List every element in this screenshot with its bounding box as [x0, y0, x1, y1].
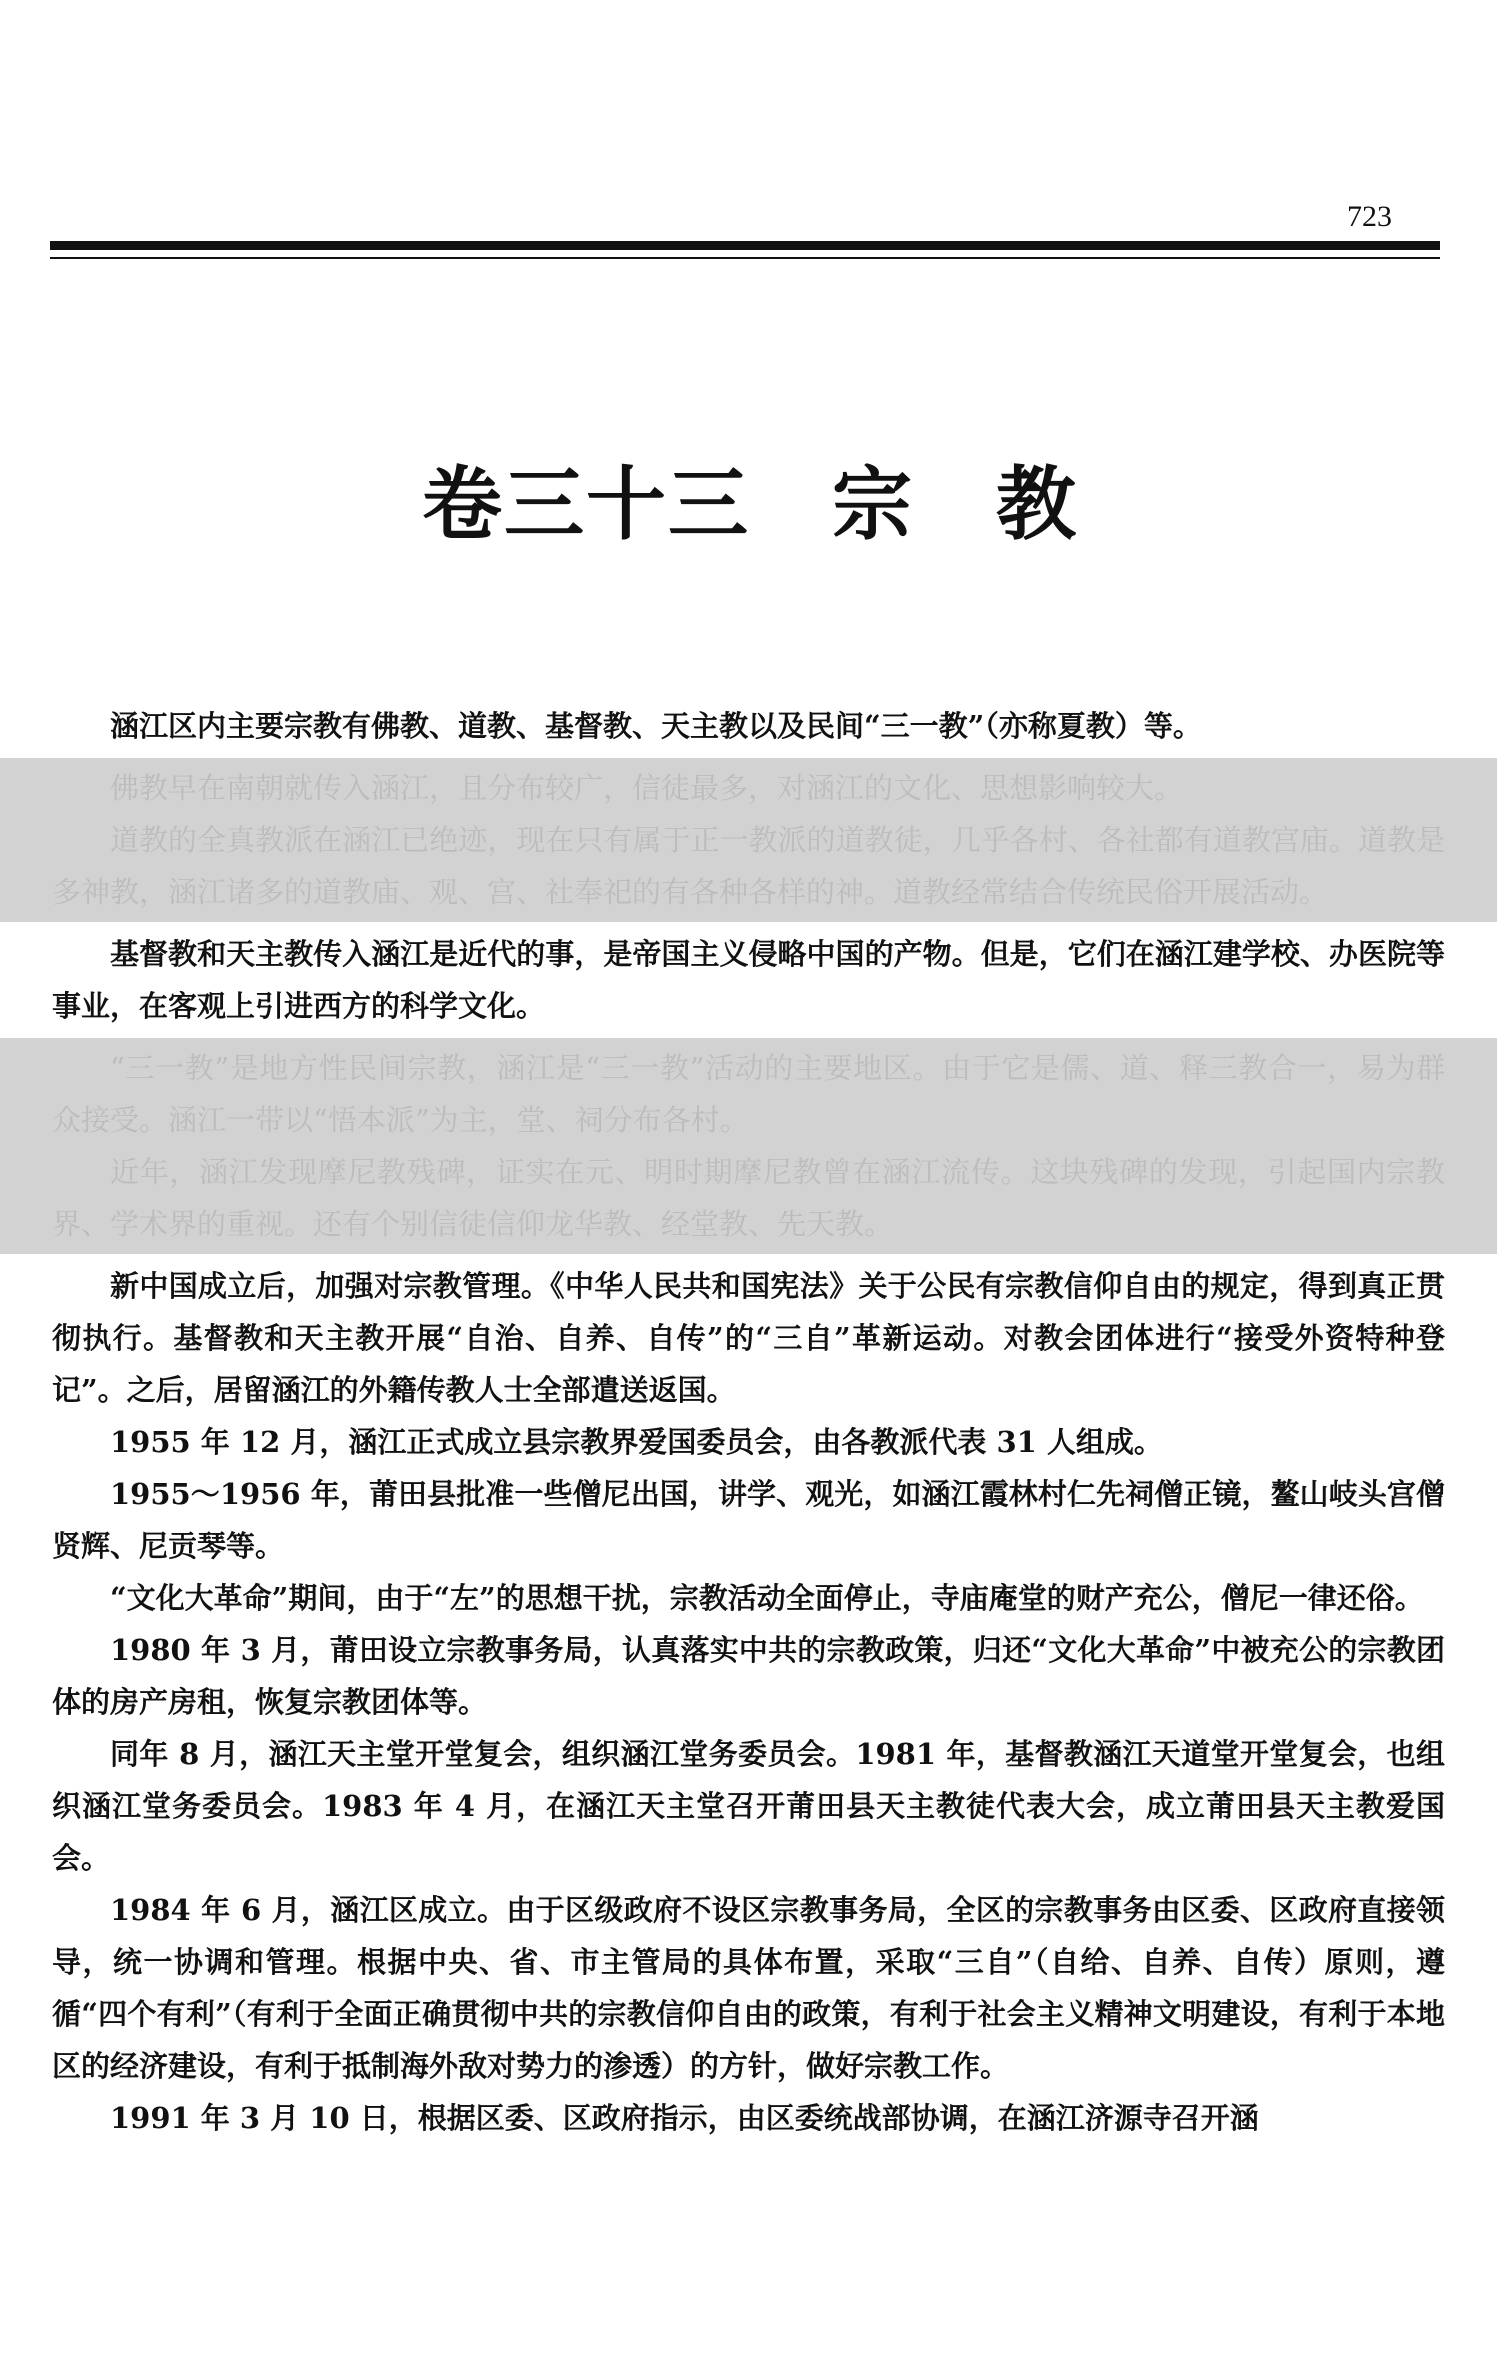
paragraph: 1984 年 6 月，涵江区成立。由于区级政府不设区宗教事务局，全区的宗教事务由区委、区政府直接领导，统一协调和管理。根据中央、省、市主管局的具体布置，采取“三自”（自给、自养、自传）原则，遵循“四个有利”（有利于全面正确贯彻中共的宗教信仰自由的政策，有利于社会主义精神文明建设，有利于本地区的经济建设，有利于抵制海外敌对势力的渗透）的方针，做好宗教工作。 [52, 1893, 1445, 2083]
paragraph: 佛教早在南朝就传入涵江，且分布较广，信徒最多，对涵江的文化、思想影响较大。 [110, 771, 1184, 805]
paragraph: 近年，涵江发现摩尼教残碑，证实在元、明时期摩尼教曾在涵江流传。这块残碑的发现，引起国内宗教界、学术界的重视。还有个别信徒信仰龙华教、经堂教、先天教。 [52, 1155, 1445, 1241]
chapter-title: 卷三十三 宗 教 [422, 458, 1078, 551]
paragraph: “文化大革命”期间，由于“左”的思想干扰，宗教活动全面停止，寺庙庵堂的财产充公，僧尼一律还俗。 [110, 1581, 1424, 1615]
paragraph: 1991 年 3 月 10 日，根据区委、区政府指示，由区委统战部协调，在涵江济源寺召开涵 [110, 2101, 1259, 2135]
paragraph: 1955～1956 年，莆田县批准一些僧尼出国，讲学、观光，如涵江霞林村仁先祠僧正镜，鳌山岐头宫僧贤辉、尼贡琴等。 [52, 1477, 1445, 1563]
faded-band [0, 758, 1497, 922]
paragraph: 新中国成立后，加强对宗教管理。《中华人民共和国宪法》关于公民有宗教信仰自由的规定，得到真正贯彻执行。基督教和天主教开展“自治、自养、自传”的“三自”革新运动。对教会团体进行“接受外资特种登记”。之后，居留涵江的外籍传教人士全部遣送返国。 [52, 1269, 1445, 1407]
paragraph: 涵江区内主要宗教有佛教、道教、基督教、天主教以及民间“三一教”（亦称夏教）等。 [110, 709, 1202, 743]
paragraph: “三一教”是地方性民间宗教，涵江是“三一教”活动的主要地区。由于它是儒、道、释三教合一，易为群众接受。涵江一带以“悟本派”为主，堂、祠分布各村。 [52, 1051, 1445, 1137]
faded-band [0, 1038, 1497, 1254]
page-number: 723 [1347, 200, 1392, 233]
paragraph: 同年 8 月，涵江天主堂开堂复会，组织涵江堂务委员会。1981 年，基督教涵江天道堂开堂复会，也组织涵江堂务委员会。1983 年 4 月，在涵江天主堂召开莆田县天主教徒代表大会，成立莆田县天主教爱国会。 [52, 1737, 1445, 1875]
paragraph: 道教的全真教派在涵江已绝迹，现在只有属于正一教派的道教徒，几乎各村、各社都有道教宫庙。道教是多神教，涵江诸多的道教庙、观、宫、社奉祀的有各种各样的神。道教经常结合传统民俗开展活动。 [52, 823, 1445, 909]
paragraph: 基督教和天主教传入涵江是近代的事，是帝国主义侵略中国的产物。但是，它们在涵江建学校、办医院等事业，在客观上引进西方的科学文化。 [52, 937, 1445, 1023]
body-text [52, 700, 1445, 2144]
header-rule-thin [50, 257, 1440, 259]
paragraph: 1955 年 12 月，涵江正式成立县宗教界爱国委员会，由各教派代表 31 人组成。 [110, 1425, 1163, 1459]
paragraph: 1980 年 3 月，莆田设立宗教事务局，认真落实中共的宗教政策，归还“文化大革命”中被充公的宗教团体的房产房租，恢复宗教团体等。 [52, 1633, 1445, 1719]
header-rule-thick [50, 241, 1440, 250]
